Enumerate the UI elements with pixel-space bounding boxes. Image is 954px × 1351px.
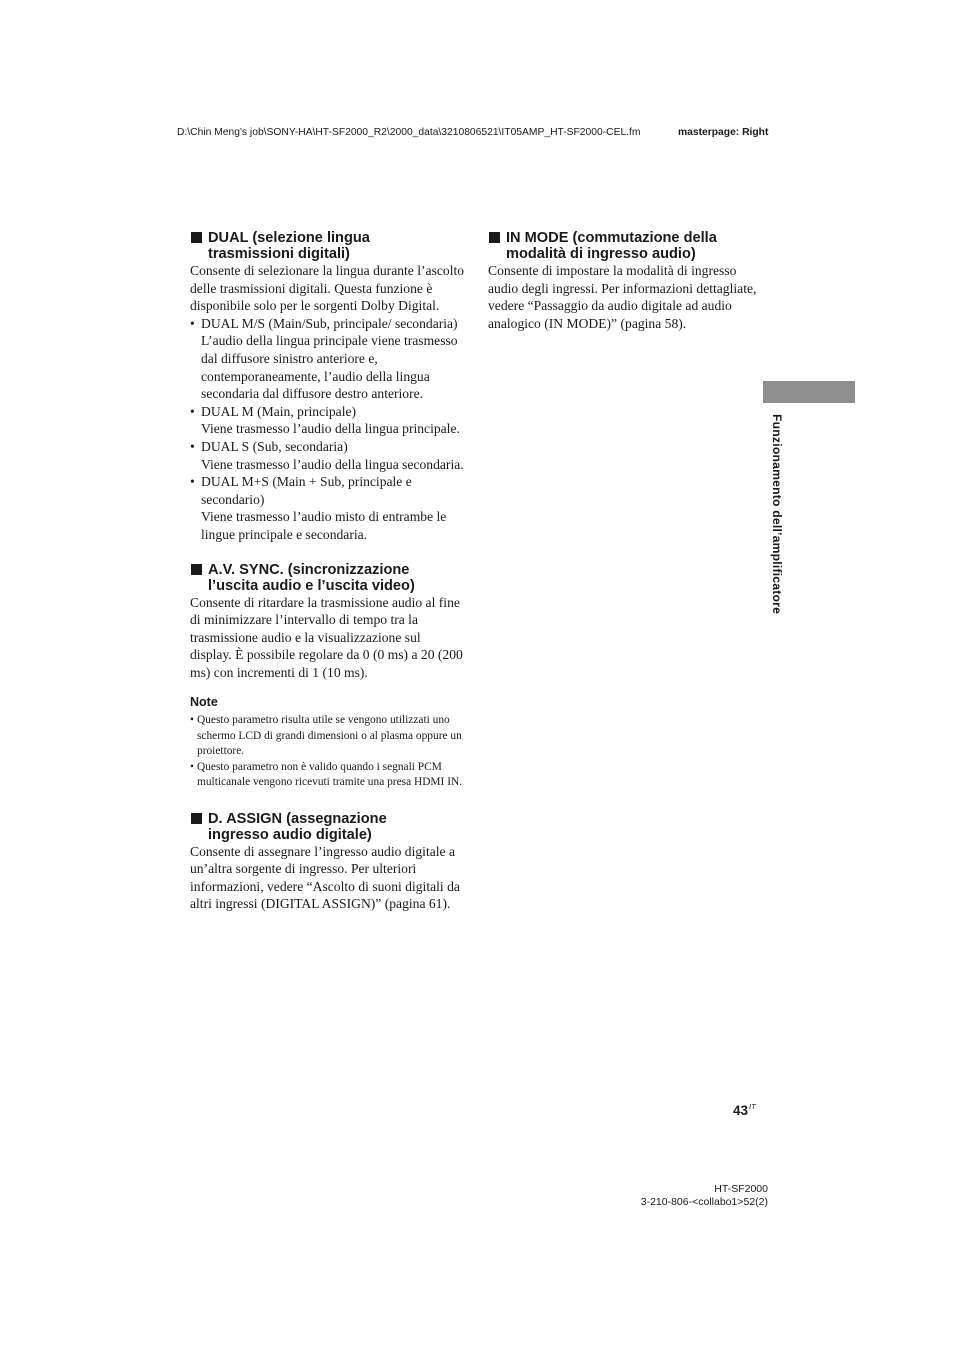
file-path-header: D:\Chin Meng's job\SONY-HA\HT-SF2000_R2\2000_data\3210806521\IT05AMP_HT-SF2000-CEL.fm [177,127,641,138]
dual-options-list [190,315,465,544]
bullet-dot-icon: • [190,714,194,727]
note-item [190,713,465,759]
section-avsync [190,562,465,791]
heading-line-1: D. ASSIGN (assegnazione [208,810,387,827]
list-item [190,403,465,438]
square-bullet-icon [191,813,202,824]
section-heading-avsync [190,562,465,594]
heading-line-2: l’uscita audio e l’uscita video) [208,577,415,594]
footer-model: HT-SF2000 [714,1183,768,1195]
bullet-dot-icon: • [190,760,194,773]
item-description: Viene trasmesso l’audio della lingua principale. [201,421,460,437]
section-body: Consente di assegnare l’ingresso audio digitale a un’altra sorgente di ingresso. Per ulteriori informazioni, vedere “Ascolto di suoni digitali da altri ingressi (DIGITAL ASSIGN)” (pagina 61). [190,843,460,912]
heading-line-1: DUAL (selezione lingua [208,230,370,246]
item-label: DUAL M/S (Main/Sub, principale/ secondaria) [201,315,458,331]
item-label: DUAL M (Main, principale) [201,403,357,419]
left-column [190,230,465,928]
bullet-dot-icon: • [190,438,195,454]
item-label: DUAL S (Sub, secondaria) [201,438,348,454]
right-column [488,230,763,347]
square-bullet-icon [191,564,202,575]
list-item [190,438,465,473]
list-item [190,473,465,543]
item-description: Viene trasmesso l’audio della lingua secondaria. [201,456,464,472]
section-inmode [488,230,763,332]
masterpage-label: masterpage: Right [678,127,769,138]
page-number [733,1102,756,1118]
heading-line-1: IN MODE (commutazione della [506,230,717,246]
note-text: Questo parametro non è valido quando i segnali PCM multicanale vengono ricevuti tramite una presa HDMI IN. [197,760,463,789]
item-description: Viene trasmesso l’audio misto di entrambe le lingue principale e secondaria. [201,509,447,542]
square-bullet-icon [191,232,202,243]
note-item [190,760,465,791]
section-heading-dassign [190,811,465,843]
heading-line-1: A.V. SYNC. (sincronizzazione [208,561,410,578]
chapter-side-label: Funzionamento dell’amplificatore [770,414,784,615]
heading-line-2: ingresso audio digitale) [208,826,372,843]
note-text: Questo parametro risulta utile se vengono utilizzati uno schermo LCD di grandi dimensioni o al plasma oppure un proiettore. [197,714,462,758]
section-heading-inmode [488,230,763,262]
document-footer [641,1183,768,1208]
bullet-dot-icon: • [190,474,195,490]
section-dassign [190,811,465,913]
page-language-code: IT [749,1102,756,1111]
section-body: Consente di ritardare la trasmissione audio al fine di minimizzare l’intervallo di tempo tra la trasmissione audio e la visualizzazione sul display. È possibile regolare da 0 (0 ms) a 20 (200 ms) con incrementi di 1 (10 ms). [190,594,463,680]
notes-list [190,713,465,790]
section-body: Consente di selezionare la lingua durante l’ascolto delle trasmissioni digitali. Questa funzione è disponibile solo per le sorgenti Dolby Digital. [190,263,465,314]
section-body: Consente di impostare la modalità di ingresso audio degli ingressi. Per informazioni dettagliate, vedere “Passaggio da audio digitale ad audio analogico (IN MODE)” (pagina 58). [488,263,757,331]
list-item [190,315,465,403]
note-heading: Note [190,695,218,710]
footer-code: 3-210-806-<collabo1>52(2) [640,1195,768,1208]
bullet-dot-icon: • [190,403,195,419]
square-bullet-icon [489,232,500,243]
item-label: DUAL M+S (Main + Sub, principale e secondario) [201,474,412,507]
item-description: L’audio della lingua principale viene trasmesso dal diffusore sinistro anteriore e, contemporaneamente, l’audio della lingua secondaria dal diffusore destro anteriore. [201,333,458,402]
section-heading-dual [190,230,465,262]
section-dual [190,230,465,544]
chapter-tab [763,381,855,403]
heading-line-2: trasmissioni digitali) [208,246,350,262]
heading-line-2: modalità di ingresso audio) [506,246,696,262]
bullet-dot-icon: • [190,315,195,331]
page-number-value: 43 [733,1103,749,1118]
